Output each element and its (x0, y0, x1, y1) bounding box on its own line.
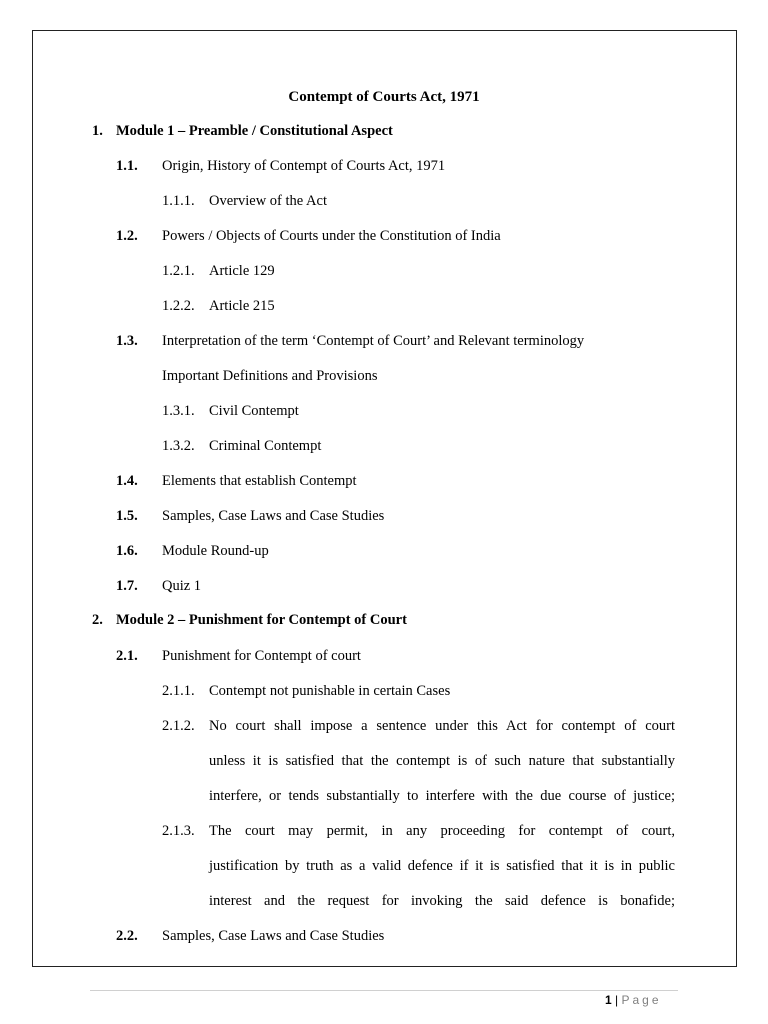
outline-item-1-3-continuation (0, 366, 768, 386)
page-number: 1 (605, 993, 612, 1007)
outline-item-2-1-3-line-3 (0, 891, 768, 911)
footer-divider (90, 990, 678, 991)
outline-number: 1.2.2. (162, 298, 195, 314)
outline-item-2-1-2-line-2 (0, 751, 768, 771)
outline-item-1-2 (0, 226, 768, 246)
outline-number: 1.6. (116, 543, 138, 559)
outline-number: 2. (92, 612, 103, 628)
outline-item-2-1-3-line-2 (0, 856, 768, 876)
outline-text: Interpretation of the term ‘Contempt of Court’ and Relevant terminology (162, 333, 585, 349)
outline-module-2 (0, 610, 768, 630)
outline-number: 1.3.2. (162, 438, 195, 454)
outline-number: 1.2. (116, 228, 138, 244)
outline-item-2-1-3 (0, 821, 768, 841)
outline-number: 1.2.1. (162, 263, 195, 279)
outline-module-1 (0, 121, 768, 141)
outline-number: 2.1.2. (162, 718, 195, 734)
outline-text: Quiz 1 (162, 578, 202, 594)
outline-text-line: justification by truth as a valid defence if it is satisfied that it is in public (209, 858, 675, 874)
outline-item-1-2-1 (0, 261, 768, 281)
outline-item-2-2 (0, 926, 768, 946)
outline-text: Punishment for Contempt of court (162, 648, 361, 664)
outline-item-1-6 (0, 541, 768, 561)
outline-text: Criminal Contempt (209, 438, 322, 454)
outline-heading: Module 1 – Preamble / Constitutional Aspect (116, 123, 393, 139)
outline-text: Samples, Case Laws and Case Studies (162, 928, 385, 944)
outline-text: Samples, Case Laws and Case Studies (162, 508, 385, 524)
outline-item-1-3-2 (0, 436, 768, 456)
outline-item-1-2-2 (0, 296, 768, 316)
outline-text: Origin, History of Contempt of Courts Act, 1971 (162, 158, 446, 174)
outline-number: 1.3. (116, 333, 138, 349)
outline-item-2-1 (0, 646, 768, 666)
outline-item-2-1-2 (0, 716, 768, 736)
outline-number: 1.4. (116, 473, 138, 489)
outline-number: 1.7. (116, 578, 138, 594)
outline-text: Overview of the Act (209, 193, 327, 209)
page-separator: | (615, 993, 619, 1007)
outline-item-1-3 (0, 331, 768, 351)
outline-text-line: The court may permit, in any proceeding for contempt of court, (209, 823, 675, 839)
outline-item-1-1 (0, 156, 768, 176)
outline-text: Powers / Objects of Courts under the Constitution of India (162, 228, 501, 244)
outline-number: 1.3.1. (162, 403, 195, 419)
outline-number: 2.1. (116, 648, 138, 664)
outline-number: 1.5. (116, 508, 138, 524)
document-title: Contempt of Courts Act, 1971 (288, 89, 480, 105)
outline-text: Important Definitions and Provisions (162, 368, 378, 384)
outline-item-2-1-2-line-3 (0, 786, 768, 806)
outline-item-1-5 (0, 506, 768, 526)
outline-text: Module Round-up (162, 543, 269, 559)
outline-item-1-4 (0, 471, 768, 491)
outline-text: Article 215 (209, 298, 275, 314)
outline-text: Contempt not punishable in certain Cases (209, 683, 451, 699)
page-label: Page (621, 993, 662, 1007)
outline-number: 2.2. (116, 928, 138, 944)
outline-text-line: unless it is satisfied that the contempt is of such nature that substantially (209, 753, 675, 769)
page-footer (605, 992, 662, 1008)
outline-item-1-7 (0, 576, 768, 596)
outline-item-2-1-1 (0, 681, 768, 701)
outline-number: 1.1.1. (162, 193, 195, 209)
outline-text: Elements that establish Contempt (162, 473, 357, 489)
outline-text: Article 129 (209, 263, 275, 279)
outline-item-1-3-1 (0, 401, 768, 421)
outline-number: 1.1. (116, 158, 138, 174)
outline-number: 1. (92, 123, 103, 139)
outline-number: 2.1.3. (162, 823, 195, 839)
outline-text-line: interfere, or tends substantially to interfere with the due course of justice; (209, 788, 675, 804)
outline-item-1-1-1 (0, 191, 768, 211)
outline-text: Civil Contempt (209, 403, 299, 419)
outline-text-line: No court shall impose a sentence under this Act for contempt of court (209, 718, 675, 734)
outline-text-line: interest and the request for invoking the said defence is bonafide; (209, 893, 675, 909)
outline-heading: Module 2 – Punishment for Contempt of Court (116, 612, 407, 628)
outline-number: 2.1.1. (162, 683, 195, 699)
